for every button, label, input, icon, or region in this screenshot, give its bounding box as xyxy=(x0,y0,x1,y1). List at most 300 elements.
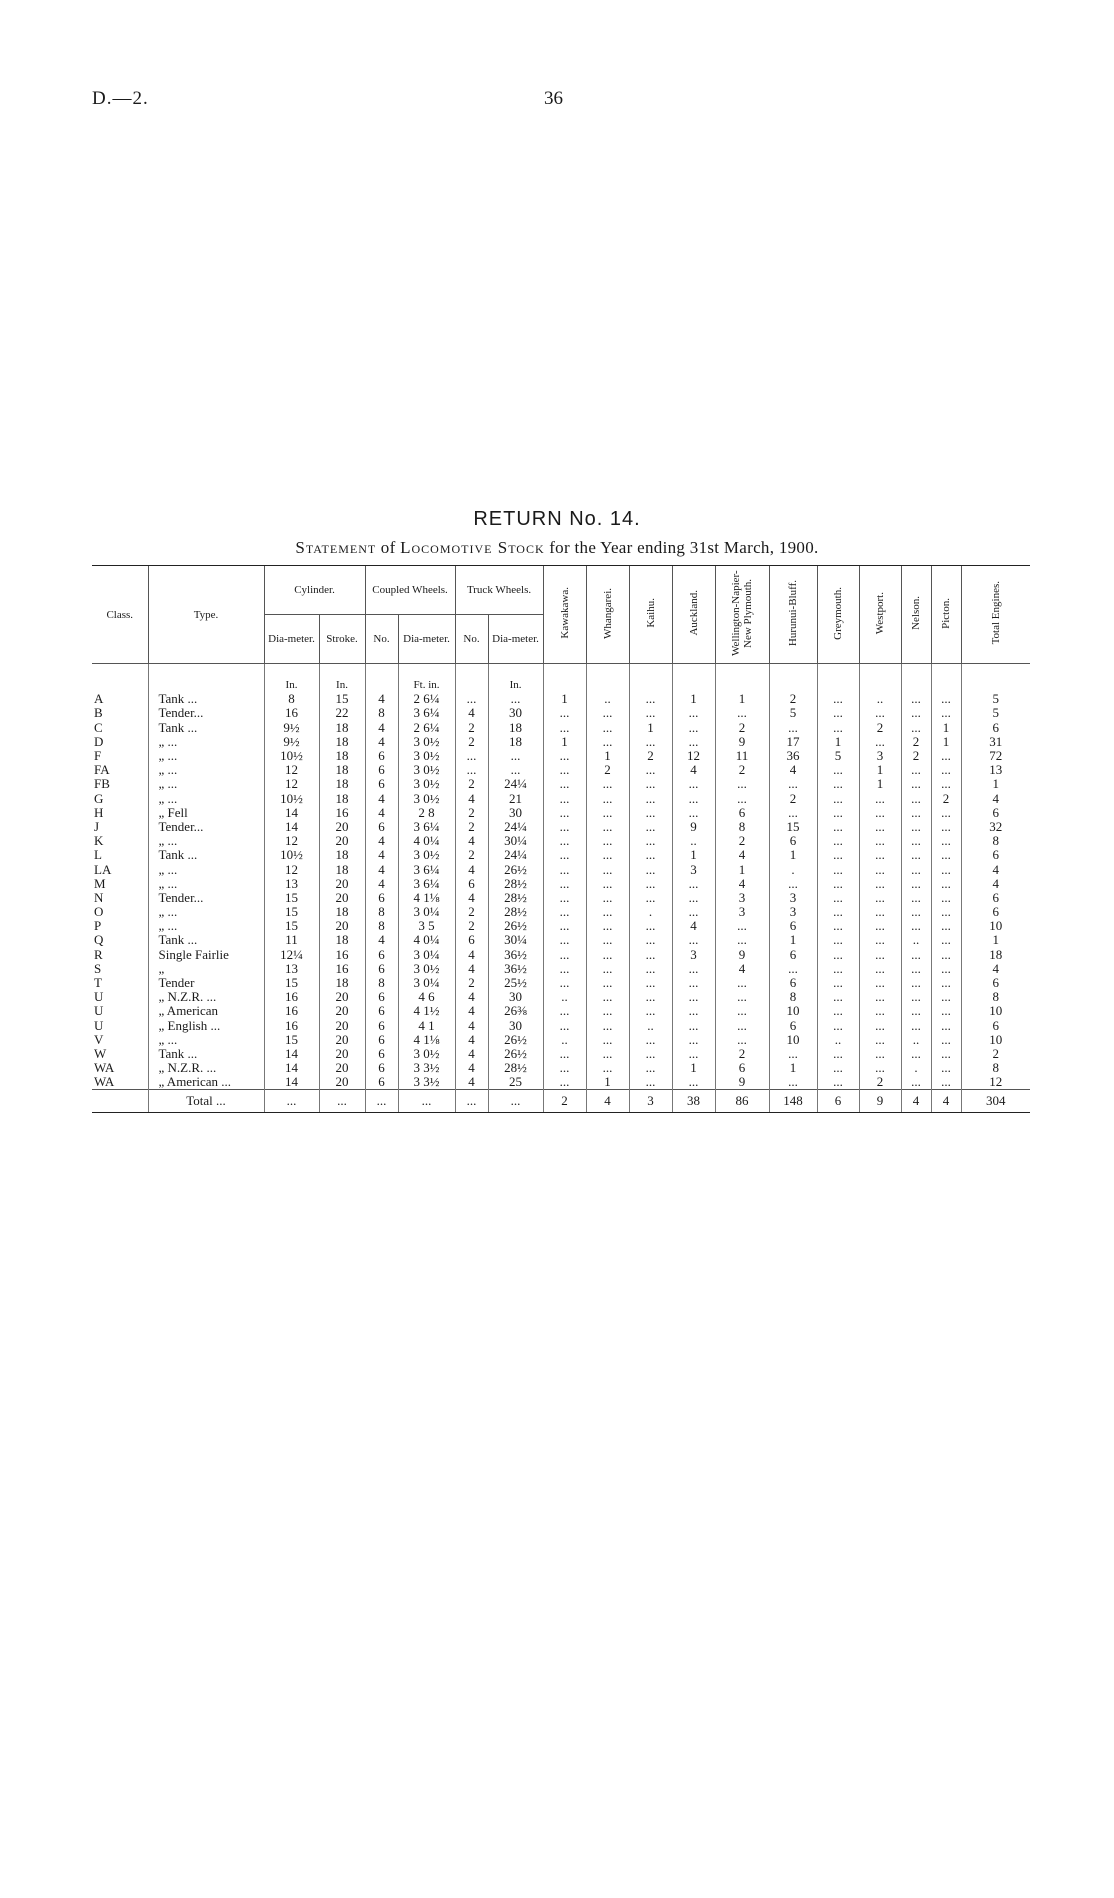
table-cell: ... xyxy=(586,891,629,905)
table-cell: ... xyxy=(629,792,672,806)
total-cell: ... xyxy=(488,1090,543,1113)
table-cell: 2 xyxy=(859,1075,901,1090)
table-cell: 6 xyxy=(365,1047,398,1061)
table-row xyxy=(92,862,1030,876)
table-cell: 72 xyxy=(961,749,1030,763)
table-cell: ... xyxy=(715,933,769,947)
table-cell: ... xyxy=(901,1004,931,1018)
table-cell: 9½ xyxy=(264,721,319,735)
table-cell: 26½ xyxy=(488,1047,543,1061)
table-cell: 1 xyxy=(769,1061,817,1075)
table-cell: 2 xyxy=(715,721,769,735)
table-cell: ... xyxy=(859,976,901,990)
table-cell: ... xyxy=(817,706,859,720)
table-cell: 8 xyxy=(365,976,398,990)
table-cell: 1 xyxy=(715,692,769,706)
table-cell: 9 xyxy=(672,820,715,834)
table-cell: 36½ xyxy=(488,948,543,962)
table-cell: 6 xyxy=(715,1061,769,1075)
table-cell: ... xyxy=(672,1033,715,1047)
table-cell: ... xyxy=(817,763,859,777)
total-cell: 4 xyxy=(901,1090,931,1113)
table-cell: 3 5 xyxy=(398,919,455,933)
table-cell: . xyxy=(901,1061,931,1075)
table-cell: 1 xyxy=(961,933,1030,947)
table-cell: 4 xyxy=(365,834,398,848)
table-cell: ... xyxy=(901,848,931,862)
table-cell: ... xyxy=(543,962,586,976)
table-cell: 6 xyxy=(769,834,817,848)
table-cell: 4 6 xyxy=(398,990,455,1004)
table-cell: 10½ xyxy=(264,792,319,806)
table-cell: 32 xyxy=(961,820,1030,834)
table-cell: 2 xyxy=(455,777,488,791)
table-cell: ... xyxy=(543,820,586,834)
table-cell: 12 xyxy=(264,777,319,791)
total-cell: 9 xyxy=(859,1090,901,1113)
table-cell: ... xyxy=(543,1075,586,1090)
table-cell: 4 xyxy=(769,763,817,777)
table-cell: 1 xyxy=(629,721,672,735)
cell-class: U xyxy=(94,1018,104,1033)
table-cell: ... xyxy=(715,777,769,791)
table-row xyxy=(92,1047,1030,1061)
cell-type: „ ... xyxy=(148,763,264,777)
table-cell: ... xyxy=(543,1019,586,1033)
table-row xyxy=(92,749,1030,763)
cell-class: O xyxy=(94,905,104,920)
table-cell: 5 xyxy=(961,692,1030,706)
table-cell: 4 xyxy=(961,792,1030,806)
table-row xyxy=(92,806,1030,820)
table-cell: ... xyxy=(931,1047,961,1061)
table-cell: ... xyxy=(672,933,715,947)
table-cell: ... xyxy=(586,806,629,820)
table-cell: ... xyxy=(488,749,543,763)
table-cell: 2 xyxy=(961,1047,1030,1061)
table-cell: ... xyxy=(672,905,715,919)
table-cell: ... xyxy=(586,820,629,834)
table-cell: 6 xyxy=(365,962,398,976)
table-cell: ... xyxy=(543,919,586,933)
table-cell: 26½ xyxy=(488,862,543,876)
unit-coupled-dia: Ft. in. xyxy=(398,664,455,693)
table-cell: 26½ xyxy=(488,919,543,933)
table-cell: ... xyxy=(931,1004,961,1018)
table-cell: ... xyxy=(901,877,931,891)
cell-class: F xyxy=(94,748,102,764)
table-cell: ... xyxy=(586,905,629,919)
table-cell: 3 6¼ xyxy=(398,862,455,876)
table-cell: ... xyxy=(859,706,901,720)
table-cell: 24¼ xyxy=(488,848,543,862)
table-cell: ... xyxy=(901,919,931,933)
table-cell: 17 xyxy=(769,735,817,749)
table-cell: .. xyxy=(901,1033,931,1047)
table-cell: 30 xyxy=(488,806,543,820)
table-row xyxy=(92,962,1030,976)
table-cell: ... xyxy=(931,692,961,706)
table-cell: 1 xyxy=(715,862,769,876)
table-cell: ... xyxy=(629,735,672,749)
table-cell: ... xyxy=(543,706,586,720)
table-cell: ... xyxy=(931,1033,961,1047)
table-cell: ... xyxy=(543,848,586,862)
table-cell: 3 6¼ xyxy=(398,877,455,891)
table-cell: 28½ xyxy=(488,877,543,891)
table-cell: ... xyxy=(859,862,901,876)
table-cell: ... xyxy=(901,792,931,806)
table-cell: 6 xyxy=(961,1019,1030,1033)
table-cell: ... xyxy=(629,763,672,777)
cell-type: „ xyxy=(148,962,264,976)
table-cell: 18 xyxy=(961,948,1030,962)
table-cell: 18 xyxy=(319,749,365,763)
cell-class: D xyxy=(94,734,104,749)
table-cell: 18 xyxy=(319,933,365,947)
table-row xyxy=(92,792,1030,806)
table-cell: ... xyxy=(629,848,672,862)
locomotive-stock-table xyxy=(92,565,1030,1113)
table-cell: 4 xyxy=(455,990,488,1004)
table-cell: 6 xyxy=(769,1019,817,1033)
table-cell: 13 xyxy=(961,763,1030,777)
table-cell: ... xyxy=(931,706,961,720)
table-cell: 4 xyxy=(455,792,488,806)
table-row xyxy=(92,976,1030,990)
table-cell: 6 xyxy=(455,933,488,947)
table-cell: 3 6¼ xyxy=(398,706,455,720)
table-cell: 2 xyxy=(455,848,488,862)
cell-class: N xyxy=(94,890,104,905)
total-cell: ... xyxy=(264,1090,319,1113)
table-cell: 30¼ xyxy=(488,933,543,947)
table-cell: 12 xyxy=(672,749,715,763)
statement-of: of xyxy=(380,538,396,557)
table-cell: ... xyxy=(931,1075,961,1090)
table-cell: ... xyxy=(859,1061,901,1075)
table-cell: 2 xyxy=(715,763,769,777)
table-cell: ... xyxy=(672,735,715,749)
table-cell: ... xyxy=(543,933,586,947)
table-cell: 2 xyxy=(629,749,672,763)
table-cell: ... xyxy=(543,862,586,876)
table-cell: ... xyxy=(817,877,859,891)
cell-type: „ ... xyxy=(148,919,264,933)
total-cell: 2 xyxy=(543,1090,586,1113)
table-cell: 2 xyxy=(455,976,488,990)
table-cell: ... xyxy=(586,834,629,848)
table-cell: .. xyxy=(543,1033,586,1047)
table-cell: 1 xyxy=(769,933,817,947)
table-cell: 13 xyxy=(264,962,319,976)
table-cell: 1 xyxy=(859,763,901,777)
cell-type: „ ... xyxy=(148,862,264,876)
table-row xyxy=(92,1075,1030,1090)
table-cell: ... xyxy=(543,721,586,735)
table-cell: 15 xyxy=(319,692,365,706)
table-cell: 10½ xyxy=(264,749,319,763)
table-cell: 25 xyxy=(488,1075,543,1090)
cell-type: „ ... xyxy=(148,735,264,749)
table-cell: ... xyxy=(859,891,901,905)
total-cell: 6 xyxy=(817,1090,859,1113)
table-cell: 9 xyxy=(715,1075,769,1090)
table-cell: ... xyxy=(543,806,586,820)
table-cell: ... xyxy=(629,806,672,820)
cell-class: LA xyxy=(94,862,112,877)
table-cell: 6 xyxy=(961,848,1030,862)
table-cell: 3 0½ xyxy=(398,777,455,791)
table-cell: 21 xyxy=(488,792,543,806)
table-cell: 36½ xyxy=(488,962,543,976)
table-cell: 4 1⅛ xyxy=(398,891,455,905)
table-cell: ... xyxy=(629,706,672,720)
table-cell: 18 xyxy=(319,735,365,749)
table-cell: ... xyxy=(901,990,931,1004)
table-cell: ... xyxy=(715,990,769,1004)
table-cell: 20 xyxy=(319,1019,365,1033)
table-cell: 1 xyxy=(672,692,715,706)
table-cell: 4 xyxy=(365,933,398,947)
table-cell: ... xyxy=(901,820,931,834)
cell-class: Q xyxy=(94,933,104,948)
table-cell: 14 xyxy=(264,1061,319,1075)
table-cell: 8 xyxy=(961,990,1030,1004)
cell-type: Tank ... xyxy=(148,848,264,862)
cell-class: A xyxy=(94,692,104,707)
table-cell: ... xyxy=(817,848,859,862)
table-cell: ... xyxy=(586,1004,629,1018)
table-cell: ... xyxy=(672,891,715,905)
table-cell: ... xyxy=(817,777,859,791)
table-cell: ... xyxy=(859,848,901,862)
table-cell: ... xyxy=(859,820,901,834)
table-cell: ... xyxy=(629,933,672,947)
table-cell: 6 xyxy=(365,1075,398,1090)
table-cell: 1 xyxy=(931,721,961,735)
cell-class: B xyxy=(94,706,103,721)
table-row xyxy=(92,948,1030,962)
table-cell: ... xyxy=(629,862,672,876)
col-cylinder: Cylinder. xyxy=(264,566,365,615)
cell-type: „ ... xyxy=(148,749,264,763)
table-cell: 4 xyxy=(455,891,488,905)
table-cell: ... xyxy=(859,919,901,933)
table-cell: ... xyxy=(629,1033,672,1047)
cell-class: U xyxy=(94,1004,104,1019)
col-hurunui-bluff: Hurunui-Bluff. xyxy=(769,566,817,664)
cell-class: FA xyxy=(94,763,110,778)
table-cell: 6 xyxy=(365,777,398,791)
table-cell: 3 0½ xyxy=(398,735,455,749)
table-cell: 3 xyxy=(769,905,817,919)
table-cell: ... xyxy=(817,962,859,976)
table-cell: 6 xyxy=(961,806,1030,820)
table-cell: 16 xyxy=(319,962,365,976)
table-cell: ... xyxy=(901,1047,931,1061)
table-cell: 4 xyxy=(961,877,1030,891)
table-cell: 14 xyxy=(264,820,319,834)
table-cell: 26⅜ xyxy=(488,1004,543,1018)
table-cell: 4 xyxy=(365,806,398,820)
table-cell: 9 xyxy=(715,735,769,749)
cell-type: Tank ... xyxy=(148,1047,264,1061)
table-cell: 31 xyxy=(961,735,1030,749)
table-cell: ... xyxy=(817,1075,859,1090)
table-cell: 1 xyxy=(586,749,629,763)
table-cell: 11 xyxy=(715,749,769,763)
cell-type: „ N.Z.R. ... xyxy=(148,1061,264,1075)
table-cell: ... xyxy=(543,763,586,777)
col-class: Class. xyxy=(92,566,148,664)
table-cell: ... xyxy=(817,1061,859,1075)
table-cell: 8 xyxy=(264,692,319,706)
cell-class: WA xyxy=(94,1061,115,1076)
table-cell: 3 0½ xyxy=(398,763,455,777)
table-cell: 3 0½ xyxy=(398,848,455,862)
cell-type: „ ... xyxy=(148,1033,264,1047)
table-cell: 4 xyxy=(365,848,398,862)
table-row xyxy=(92,905,1030,919)
table-cell: ... xyxy=(931,777,961,791)
table-cell: ... xyxy=(901,862,931,876)
cell-class: K xyxy=(94,834,104,849)
table-cell: 6 xyxy=(365,1019,398,1033)
table-cell: 4 xyxy=(455,1075,488,1090)
table-cell: 4 0¼ xyxy=(398,834,455,848)
table-cell: ... xyxy=(672,777,715,791)
cell-type: „ ... xyxy=(148,905,264,919)
table-cell: ... xyxy=(629,962,672,976)
table-cell: ... xyxy=(931,962,961,976)
table-cell: ... xyxy=(901,777,931,791)
table-cell: ... xyxy=(488,692,543,706)
table-cell: 18 xyxy=(319,862,365,876)
table-cell: 20 xyxy=(319,834,365,848)
table-cell: ... xyxy=(859,792,901,806)
table-cell: 6 xyxy=(365,891,398,905)
table-cell: ... xyxy=(901,706,931,720)
table-cell: ... xyxy=(543,792,586,806)
table-cell: 6 xyxy=(961,721,1030,735)
table-cell: 6 xyxy=(365,1061,398,1075)
table-cell: 30¼ xyxy=(488,834,543,848)
table-cell: . xyxy=(769,862,817,876)
table-cell: ... xyxy=(931,848,961,862)
table-cell: .. xyxy=(543,990,586,1004)
col-coupled-no: No. xyxy=(365,615,398,664)
table-cell: 6 xyxy=(961,976,1030,990)
table-cell: 3 xyxy=(769,891,817,905)
table-cell: .. xyxy=(901,933,931,947)
table-cell: 1 xyxy=(859,777,901,791)
table-cell: ... xyxy=(931,891,961,905)
table-cell: 16 xyxy=(264,1019,319,1033)
statement-title xyxy=(0,538,1114,558)
table-cell: 2 xyxy=(769,692,817,706)
table-cell: ... xyxy=(455,692,488,706)
table-cell: ... xyxy=(817,919,859,933)
table-cell: ... xyxy=(672,1047,715,1061)
total-label: Total ... xyxy=(148,1090,264,1113)
table-cell: 24¼ xyxy=(488,777,543,791)
table-cell: .. xyxy=(672,834,715,848)
table-cell: ... xyxy=(859,1004,901,1018)
table-cell: 1 xyxy=(672,848,715,862)
table-cell: ... xyxy=(859,735,901,749)
table-cell: 4 xyxy=(365,792,398,806)
table-cell: ... xyxy=(901,806,931,820)
table-cell: ... xyxy=(672,976,715,990)
table-cell: ... xyxy=(901,1019,931,1033)
col-truck-no: No. xyxy=(455,615,488,664)
table-cell: 4 xyxy=(455,1019,488,1033)
total-cell: 38 xyxy=(672,1090,715,1113)
table-cell: 4 xyxy=(961,862,1030,876)
table-cell: 30 xyxy=(488,1019,543,1033)
col-greymouth: Greymouth. xyxy=(817,566,859,664)
table-cell: ... xyxy=(901,905,931,919)
table-cell: ... xyxy=(901,763,931,777)
total-cell: 4 xyxy=(931,1090,961,1113)
table-cell: ... xyxy=(715,706,769,720)
table-cell: ... xyxy=(769,877,817,891)
total-cell: 148 xyxy=(769,1090,817,1113)
table-cell: ... xyxy=(931,763,961,777)
table-row xyxy=(92,777,1030,791)
table-cell: ... xyxy=(586,848,629,862)
cell-class: M xyxy=(94,876,106,891)
table-cell: 18 xyxy=(488,721,543,735)
table-cell: ... xyxy=(543,1004,586,1018)
cell-class: V xyxy=(94,1032,104,1047)
table-cell: 26½ xyxy=(488,1033,543,1047)
units-row xyxy=(92,664,1030,693)
cell-class: U xyxy=(94,990,104,1005)
table-cell: 20 xyxy=(319,820,365,834)
table-cell: 4 xyxy=(455,948,488,962)
cell-type: Tender... xyxy=(148,820,264,834)
table-cell: ... xyxy=(859,877,901,891)
table-cell: 9½ xyxy=(264,735,319,749)
col-wellington-napier-new-plymouth: Wellington-Napier-New Plymouth. xyxy=(715,566,769,664)
table-cell: 20 xyxy=(319,990,365,1004)
table-cell: ... xyxy=(672,962,715,976)
table-cell: ... xyxy=(931,877,961,891)
table-cell: 4 xyxy=(715,877,769,891)
table-cell: ... xyxy=(817,990,859,1004)
table-cell: ... xyxy=(586,990,629,1004)
table-cell: 15 xyxy=(264,919,319,933)
table-cell: ... xyxy=(715,919,769,933)
table-cell: 3 0¼ xyxy=(398,905,455,919)
table-cell: 6 xyxy=(365,820,398,834)
table-cell: 2 xyxy=(455,820,488,834)
table-row xyxy=(92,877,1030,891)
table-cell: ... xyxy=(672,792,715,806)
table-row xyxy=(92,891,1030,905)
table-cell: 2 xyxy=(769,792,817,806)
table-cell: 2 xyxy=(455,905,488,919)
cell-type: Tender... xyxy=(148,891,264,905)
table-cell: 11 xyxy=(264,933,319,947)
table-cell: 3 xyxy=(715,905,769,919)
table-cell: 4 xyxy=(365,862,398,876)
table-cell: ... xyxy=(586,721,629,735)
cell-type: Single Fairlie xyxy=(148,948,264,962)
table-cell: 20 xyxy=(319,919,365,933)
